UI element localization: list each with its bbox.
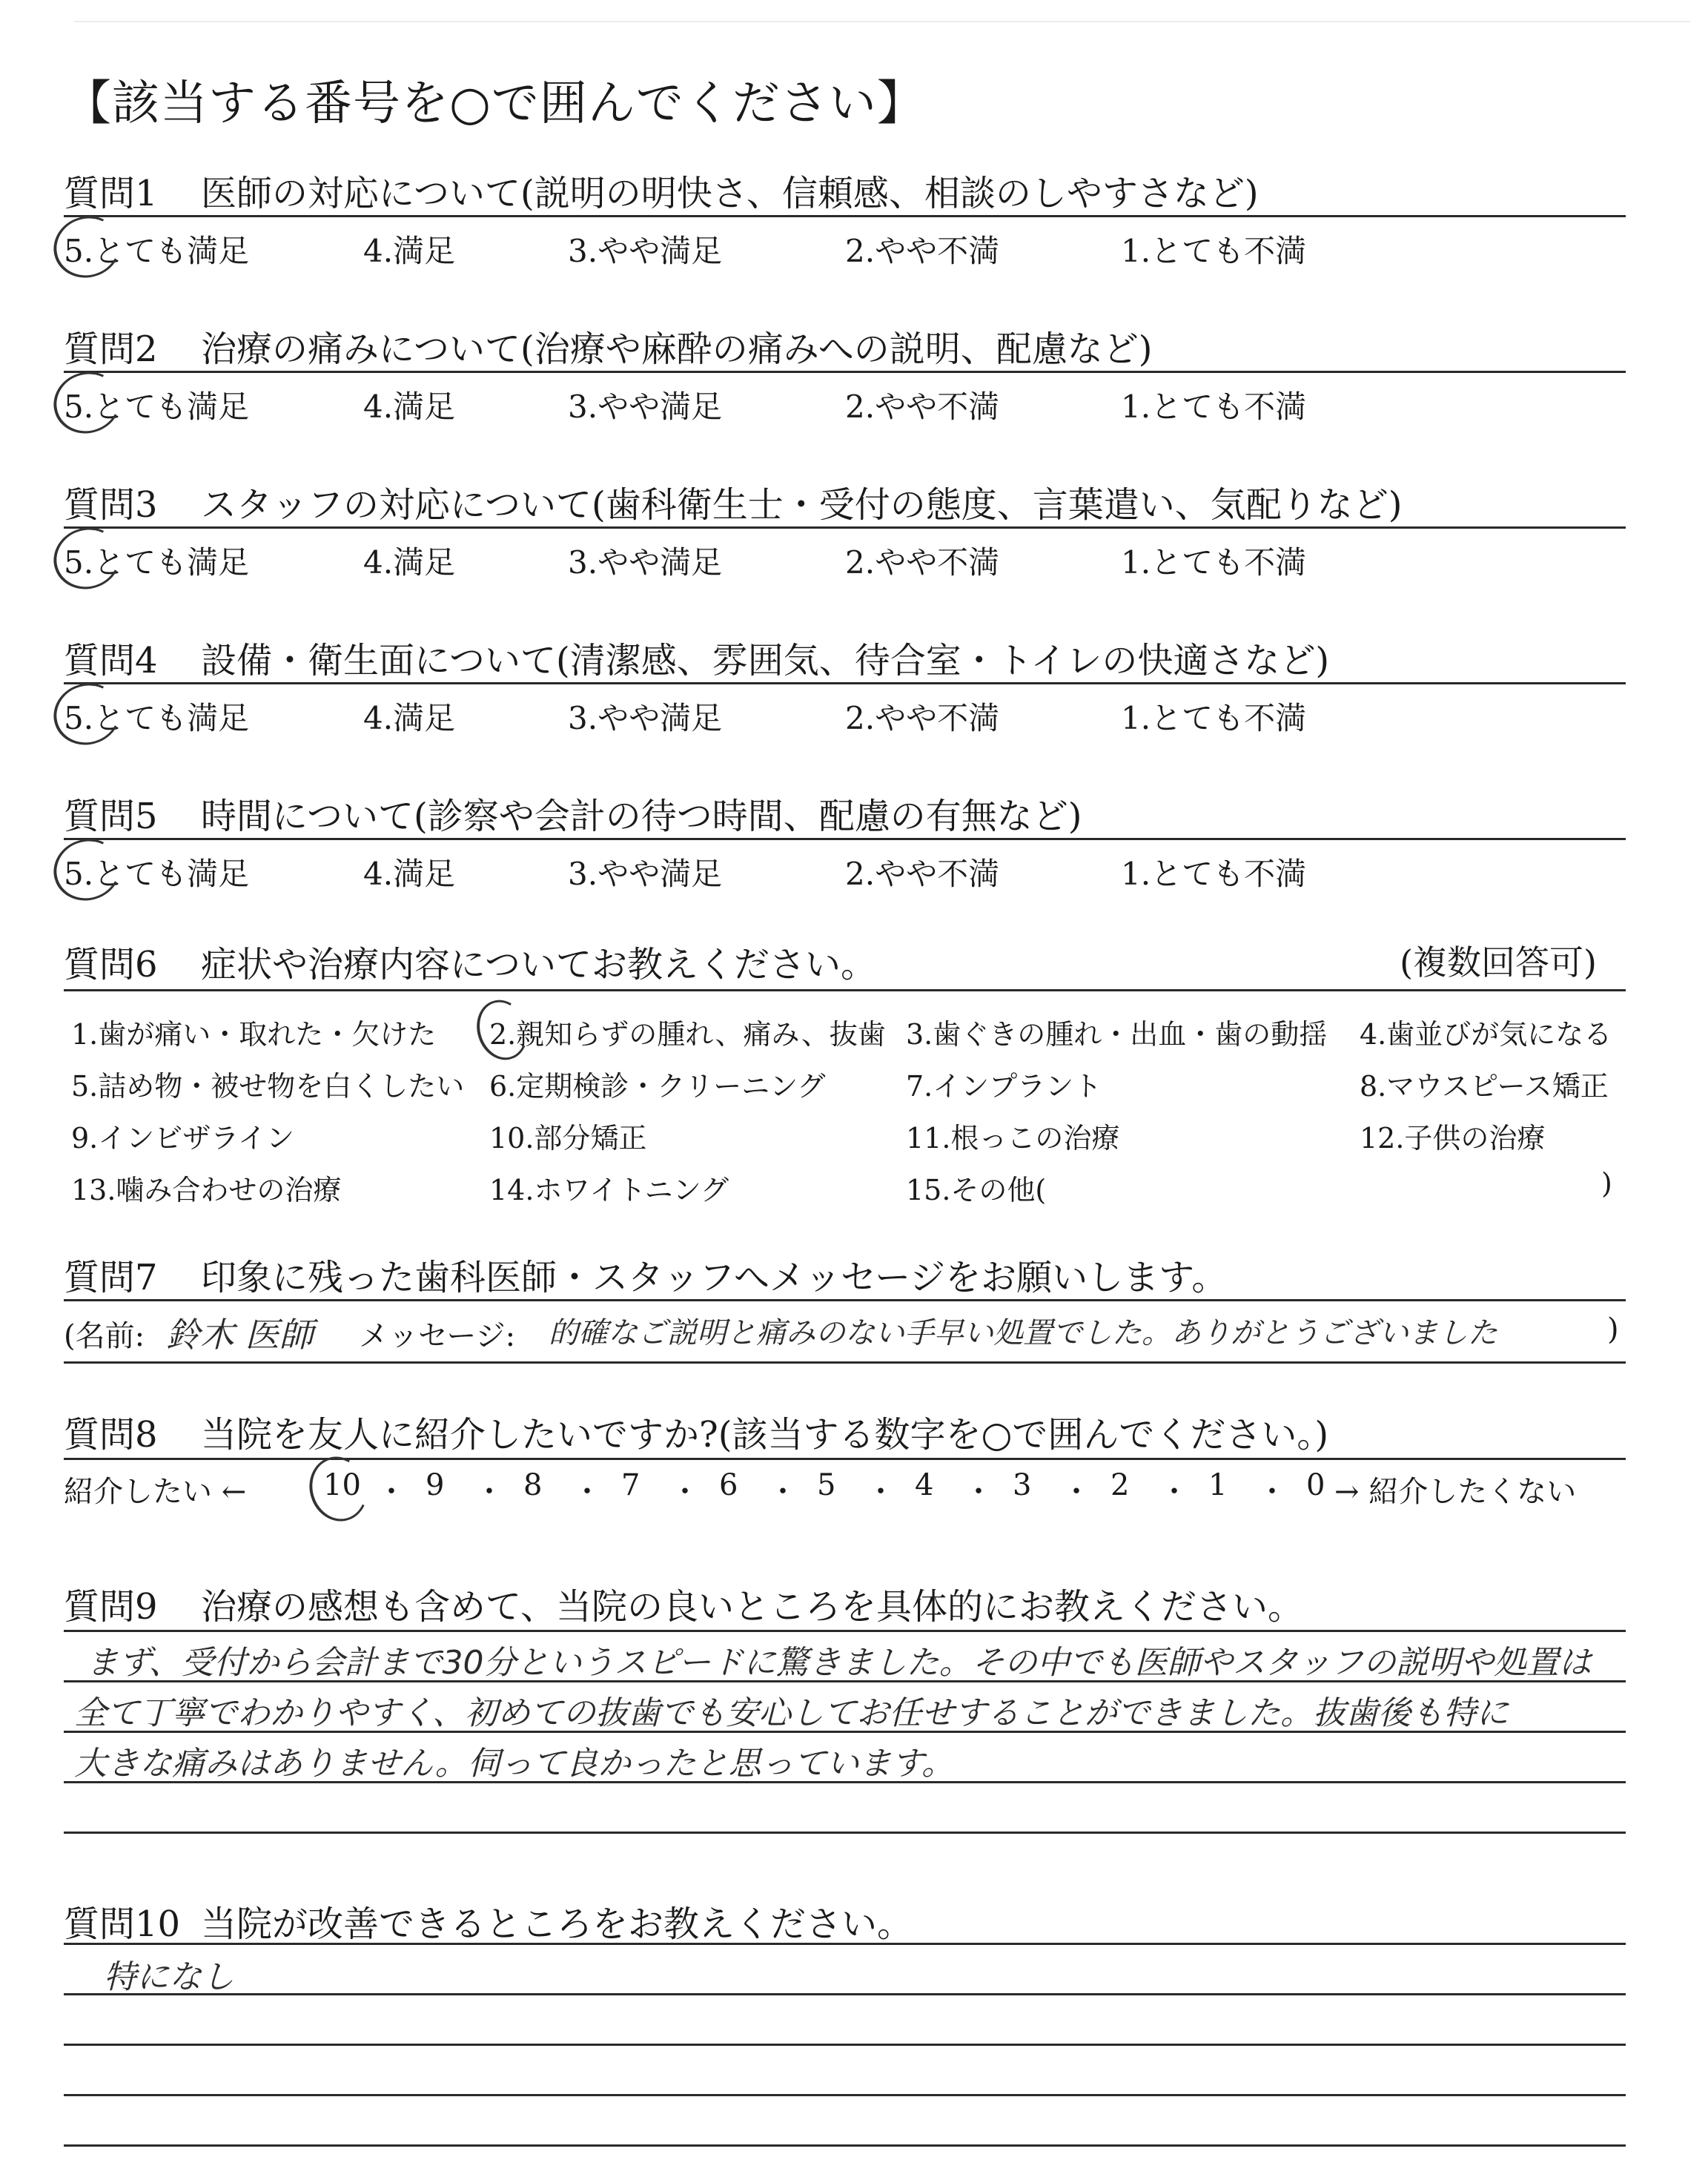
q6-option-1[interactable]: 1.歯が痛い・取れた・欠けた xyxy=(71,1018,437,1051)
q7-rule-top xyxy=(64,1299,1626,1301)
q1-text: 医師の対応について(説明の明快さ、信頼感、相談のしやすさなど) xyxy=(201,173,1259,214)
q8-number: 質問8 xyxy=(64,1414,158,1456)
q5-rule xyxy=(64,838,1626,840)
q3-option-2[interactable]: 2.やや不満 xyxy=(845,544,1000,581)
q7-name-label: (名前: xyxy=(64,1319,145,1353)
q7-message-value[interactable]: 的確なご説明と痛みのない手早い処置でした。ありがとうございました xyxy=(549,1316,1497,1350)
q2-rule xyxy=(64,371,1626,373)
q6-option-3[interactable]: 3.歯ぐきの腫れ・出血・歯の動揺 xyxy=(906,1018,1328,1051)
q6-selection-circle xyxy=(469,994,535,1067)
q7-close-paren: ) xyxy=(1607,1312,1619,1347)
q6-option-13[interactable]: 13.噛み合わせの治療 xyxy=(71,1174,342,1206)
q5-option-4[interactable]: 4.満足 xyxy=(363,856,456,892)
q7-message-label: メッセージ: xyxy=(359,1319,516,1353)
q8-scale-0[interactable]: 0 xyxy=(1306,1468,1325,1502)
q9-answer-rule xyxy=(64,1630,1626,1632)
q8-scale-2[interactable]: 2 xyxy=(1110,1468,1130,1502)
q10-answer-rule xyxy=(64,2094,1626,2096)
q9-answer-line[interactable]: まず、受付から会計まで30分というスピードに驚きました。その中でも医師やスタッフの説明や処置は xyxy=(86,1644,1592,1682)
q4-option-2[interactable]: 2.やや不満 xyxy=(845,700,1000,736)
q5-number: 質問5 xyxy=(64,796,158,837)
q8-selection-circle xyxy=(301,1449,375,1528)
q10-number: 質問10 xyxy=(64,1903,181,1945)
q2-option-3[interactable]: 3.やや満足 xyxy=(568,389,723,425)
q1-rule xyxy=(64,215,1626,217)
q6-heading xyxy=(64,936,876,987)
q6-rule xyxy=(64,989,1626,991)
q3-option-5[interactable]: 5.とても満足 xyxy=(64,544,250,581)
q2-number: 質問2 xyxy=(64,328,158,370)
q7-name-value[interactable]: 鈴木 医師 xyxy=(166,1315,314,1355)
q9-answer-rule xyxy=(64,1832,1626,1834)
q1-number: 質問1 xyxy=(64,173,158,214)
q8-left-label: 紹介したい ← xyxy=(64,1475,247,1509)
q8-scale-9[interactable]: 9 xyxy=(426,1468,445,1502)
q5-option-3[interactable]: 3.やや満足 xyxy=(568,856,723,892)
q8-scale-separator: ・ xyxy=(768,1475,798,1509)
q6-option-8[interactable]: 8.マウスピース矯正 xyxy=(1360,1070,1609,1103)
q1-option-1[interactable]: 1.とても不満 xyxy=(1121,233,1307,269)
q3-option-1[interactable]: 1.とても不満 xyxy=(1121,544,1307,581)
q10-answer-rule xyxy=(64,1943,1626,1945)
q4-option-5[interactable]: 5.とても満足 xyxy=(64,700,250,736)
q8-text: 当院を友人に紹介したいですか?(該当する数字を○で囲んでください。) xyxy=(201,1414,1329,1456)
q5-option-5[interactable]: 5.とても満足 xyxy=(64,856,250,892)
q2-option-4[interactable]: 4.満足 xyxy=(363,389,456,425)
q8-scale-separator: ・ xyxy=(1062,1475,1091,1509)
q7-text: 印象に残った歯科医師・スタッフへメッセージをお願いします。 xyxy=(201,1257,1228,1298)
q6-option-14[interactable]: 14.ホワイトニング xyxy=(489,1174,729,1206)
q2-option-1[interactable]: 1.とても不満 xyxy=(1121,389,1307,425)
q2-text: 治療の痛みについて(治療や麻酔の痛みへの説明、配慮など) xyxy=(201,328,1153,370)
q8-scale-10[interactable]: 10 xyxy=(323,1468,361,1502)
q4-heading xyxy=(64,632,1329,683)
q6-option-10[interactable]: 10.部分矯正 xyxy=(489,1122,647,1155)
q4-rule xyxy=(64,682,1626,684)
q8-scale-separator: ・ xyxy=(1159,1475,1189,1509)
q6-text: 症状や治療内容についてお教えください。 xyxy=(201,944,877,985)
q1-option-4[interactable]: 4.満足 xyxy=(363,233,456,269)
q6-number: 質問6 xyxy=(64,944,158,985)
q6-option-11[interactable]: 11.根っこの治療 xyxy=(906,1122,1120,1155)
q4-number: 質問4 xyxy=(64,640,158,681)
q10-answer-line[interactable]: 特になし xyxy=(104,1958,234,1996)
q8-scale-8[interactable]: 8 xyxy=(523,1468,543,1502)
top-edge-line xyxy=(74,21,1690,22)
q10-answer-rule xyxy=(64,1993,1626,1995)
q8-scale-4[interactable]: 4 xyxy=(915,1468,934,1502)
q8-scale-separator: ・ xyxy=(670,1475,700,1509)
q5-text: 時間について(診察や会計の待つ時間、配慮の有無など) xyxy=(201,796,1082,837)
q6-option-7[interactable]: 7.インプラント xyxy=(906,1070,1102,1103)
q9-answer-line[interactable]: 大きな痛みはありません。伺って良かったと思っています。 xyxy=(74,1745,955,1783)
q10-heading xyxy=(64,1895,913,1946)
q6-note: (複数回答可) xyxy=(1400,942,1597,982)
q1-heading xyxy=(64,165,1259,216)
q2-selection-circle xyxy=(46,363,129,442)
q2-heading xyxy=(64,320,1153,371)
q3-option-3[interactable]: 3.やや満足 xyxy=(568,544,723,581)
q3-rule xyxy=(64,526,1626,529)
q8-right-label: → 紹介したくない xyxy=(1334,1475,1577,1509)
q4-option-1[interactable]: 1.とても不満 xyxy=(1121,700,1307,736)
q8-scale-separator: ・ xyxy=(866,1475,896,1509)
q10-text: 当院が改善できるところをお教えください。 xyxy=(201,1903,913,1945)
q3-heading xyxy=(64,476,1403,527)
q1-option-3[interactable]: 3.やや満足 xyxy=(568,233,723,269)
q2-option-5[interactable]: 5.とても満足 xyxy=(64,389,250,425)
q4-selection-circle xyxy=(46,675,129,753)
q8-scale-separator: ・ xyxy=(964,1475,993,1509)
q6-option-12[interactable]: 12.子供の治療 xyxy=(1360,1122,1546,1155)
q8-scale-7[interactable]: 7 xyxy=(621,1468,640,1502)
q6-option-15[interactable]: 15.その他( xyxy=(906,1174,1047,1206)
q8-scale-separator: ・ xyxy=(474,1475,504,1509)
q9-text: 治療の感想も含めて、当院の良いところを具体的にお教えください。 xyxy=(201,1586,1304,1628)
q8-heading xyxy=(64,1406,1328,1457)
q8-scale-3[interactable]: 3 xyxy=(1013,1468,1032,1502)
q3-option-4[interactable]: 4.満足 xyxy=(363,544,456,581)
q5-option-2[interactable]: 2.やや不満 xyxy=(845,856,1000,892)
q7-number: 質問7 xyxy=(64,1257,158,1298)
q6-option-2[interactable]: 2.親知らずの腫れ、痛み、抜歯 xyxy=(489,1018,886,1051)
q5-heading xyxy=(64,787,1082,839)
q8-scale-6[interactable]: 6 xyxy=(719,1468,738,1502)
q3-number: 質問3 xyxy=(64,484,158,526)
q8-scale-1[interactable]: 1 xyxy=(1208,1468,1228,1502)
q8-scale-5[interactable]: 5 xyxy=(817,1468,836,1502)
q4-option-3[interactable]: 3.やや満足 xyxy=(568,700,723,736)
q3-text: スタッフの対応について(歯科衛生士・受付の態度、言葉遣い、気配りなど) xyxy=(201,484,1403,526)
q10-answer-rule xyxy=(64,2144,1626,2147)
q10-answer-rule xyxy=(64,2044,1626,2046)
q2-option-2[interactable]: 2.やや不満 xyxy=(845,389,1000,425)
q6-option-6[interactable]: 6.定期検診・クリーニング xyxy=(489,1070,826,1103)
q6-option-9[interactable]: 9.インビザライン xyxy=(71,1122,295,1155)
q4-text: 設備・衛生面について(清潔感、雰囲気、待合室・トイレの快適さなど) xyxy=(201,640,1330,681)
page-title: 【該当する番号を○で囲んでください】 xyxy=(64,76,925,131)
q8-rule xyxy=(64,1458,1626,1460)
q9-number: 質問9 xyxy=(64,1586,158,1628)
q6-option-5[interactable]: 5.詰め物・被せ物を白くしたい xyxy=(71,1070,465,1103)
q1-option-2[interactable]: 2.やや不満 xyxy=(845,233,1000,269)
q7-heading xyxy=(64,1249,1227,1300)
q1-selection-circle xyxy=(46,208,129,286)
q9-heading xyxy=(64,1578,1303,1629)
q6-option-16[interactable]: ) xyxy=(1601,1167,1612,1200)
q8-scale-separator: ・ xyxy=(572,1475,602,1509)
q8-scale-separator: ・ xyxy=(377,1475,406,1509)
q9-answer-line[interactable]: 全て丁寧でわかりやすく、初めての抜歯でも安心してお任せすることができました。抜歯後も特に xyxy=(74,1694,1509,1732)
q5-option-1[interactable]: 1.とても不満 xyxy=(1121,856,1307,892)
q3-selection-circle xyxy=(46,519,129,598)
q8-scale-separator: ・ xyxy=(1257,1475,1287,1509)
q5-selection-circle xyxy=(46,830,129,909)
q6-option-4[interactable]: 4.歯並びが気になる xyxy=(1360,1018,1612,1051)
q7-rule-bottom xyxy=(64,1361,1626,1364)
q1-option-5[interactable]: 5.とても満足 xyxy=(64,233,250,269)
q4-option-4[interactable]: 4.満足 xyxy=(363,700,456,736)
